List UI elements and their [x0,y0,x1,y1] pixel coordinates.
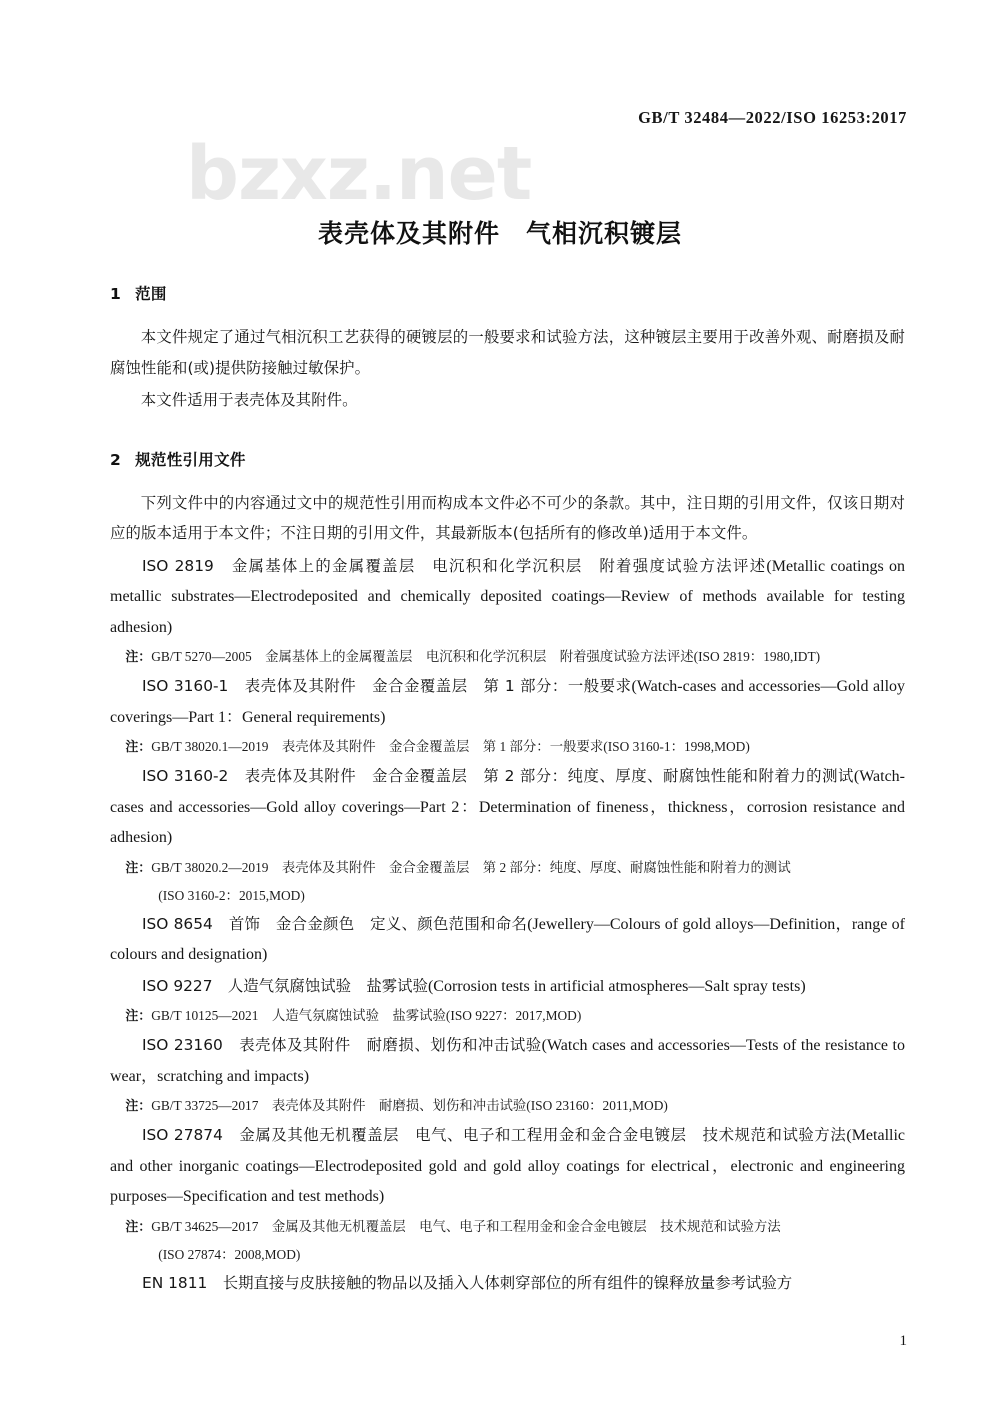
section-heading-2 [110,448,905,470]
note-zh: GB/T 5270—2005 金属基体上的金属覆盖层 电沉积和化学沉积层 附着强度试验方法评述 [151,649,694,664]
section-number-2: 2 [110,450,122,469]
note-label: 注： [125,860,152,876]
note-label: 注： [125,650,152,665]
note-label: 注： [125,1009,152,1024]
note-zh: GB/T 33725—2017 表壳体及其附件 耐磨损、划伤和冲击试验 [151,1098,527,1113]
reference-note-continuation: (ISO 3160-2：2015,MOD) [158,887,305,903]
document-body [110,282,905,1299]
note-label: 注： [125,1219,152,1235]
reference-entry-en: (Watch-cases and accessories—Gold alloy coverings—Part 1：General requirements) [110,678,906,726]
reference-note [110,643,905,671]
note-zh: GB/T 34625—2017 金属及其他无机覆盖层 电气、电子和工程用金和金合金电镀层 技术规范和试验方法 [151,1218,781,1234]
page-title: 表壳体及其附件 气相沉积镀层 [317,218,682,248]
reference-entry-en: (Watch-cases and accessories—Gold alloy coverings—Part 2：Determination of fineness，thickness，corrosion resistance and adhesion) [110,768,905,846]
note-label: 注： [125,740,152,755]
reference-entry [110,1120,905,1213]
section-2-paragraph-1: 下列文件中的内容通过文中的规范性引用而构成本文件必不可少的条款。其中，注日期的引用文件，仅该日期对应的版本适用于本文件；不注日期的引用文件，其最新版本(包括所有的修改单)适用于本文件。 [110,493,905,542]
note-en: (ISO 23160：2011,MOD) [526,1098,668,1113]
note-zh: GB/T 38020.2—2019 表壳体及其附件 金合金覆盖层 第 2 部分：纯度、厚度、耐腐蚀性能和附着力的测试 [151,859,791,875]
reference-note [110,1213,905,1241]
reference-entry-en: (Watch cases and accessories—Tests of the resistance to wear，scratching and impacts) [110,1037,906,1085]
reference-note [110,854,905,882]
note-zh: GB/T 38020.1—2019 表壳体及其附件 金合金覆盖层 第 1 部分：一般要求 [151,739,604,754]
reference-entry-zh: EN 1811 长期直接与皮肤接触的物品以及插入人体刺穿部位的所有组件的镍释放量参考试验方 [142,1273,793,1292]
section-number-1: 1 [110,285,122,303]
section-heading-1 [110,282,905,304]
reference-entry-zh: ISO 23160 表壳体及其附件 耐磨损、划伤和冲击试验 [142,1036,542,1054]
reference-entry [110,909,905,971]
section-spacer [110,418,905,448]
note-en: (ISO 9227：2017,MOD) [445,1008,582,1023]
reference-note-continuation: (ISO 27874：2008,MOD) [158,1246,301,1262]
normative-references-list [110,551,905,1300]
note-en: (ISO 3160-1：1998,MOD) [603,739,750,754]
reference-entry-zh: ISO 9227 人造气氛腐蚀试验 盐雾试验 [142,976,428,995]
reference-entry [110,551,905,644]
note-zh: GB/T 10125—2021 人造气氛腐蚀试验 盐雾试验 [151,1008,446,1023]
reference-entry [110,761,905,854]
reference-entry-zh: ISO 3160-2 表壳体及其附件 金合金覆盖层 第 2 部分：纯度、厚度、耐腐蚀性能和附着力的测试 [142,767,854,785]
reference-entry-en: (Metallic coatings on metallic substrates—Electrodeposited and chemically deposited coatings—Review of methods available for testing adhesion) [110,557,905,636]
reference-entry [110,1030,905,1092]
section-title-1: 范围 [135,285,167,303]
page-number: 1 [899,1333,907,1349]
section-title-2: 规范性引用文件 [135,450,246,469]
reference-entry-zh: ISO 27874 金属及其他无机覆盖层 电气、电子和工程用金和金合金电镀层 技术规范和试验方法 [142,1126,847,1144]
reference-entry [110,971,905,1003]
note-label: 注： [125,1099,152,1114]
note-en: (ISO 2819：1980,IDT) [693,649,821,664]
running-head-standard-number: GB/T 32484—2022/ISO 16253:2017 [638,108,907,127]
reference-entry-zh: ISO 2819 金属基体上的金属覆盖层 电沉积和化学沉积层 附着强度试验方法评述 [142,556,767,575]
reference-entry [110,1268,905,1300]
reference-entry-en: (Corrosion tests in artificial atmospheres—Salt spray tests) [427,977,806,995]
section-1-paragraph-2: 本文件适用于表壳体及其附件。 [140,391,358,409]
reference-note [110,1092,905,1120]
reference-note [110,1002,905,1030]
section-1-paragraph-1: 本文件规定了通过气相沉积工艺获得的硬镀层的一般要求和试验方法，这种镀层主要用于改善外观、耐磨损及耐腐蚀性能和(或)提供防接触过敏保护。 [110,328,905,377]
reference-entry-en: (Jewellery—Colours of gold alloys—Definition，range of colours and designation) [110,915,905,963]
reference-entry [110,671,905,733]
reference-note [110,733,905,761]
reference-entry-en: (Metallic and other inorganic coatings—Electrodeposited gold and gold alloy coatings for electrical，electronic and engineering purposes—Specification and test methods) [110,1127,905,1205]
reference-entry-zh: ISO 8654 首饰 金合金颜色 定义、颜色范围和命名 [142,914,528,933]
watermark-bzxz: bzxz.net [186,131,532,217]
reference-entry-zh: ISO 3160-1 表壳体及其附件 金合金覆盖层 第 1 部分：一般要求 [142,677,632,695]
